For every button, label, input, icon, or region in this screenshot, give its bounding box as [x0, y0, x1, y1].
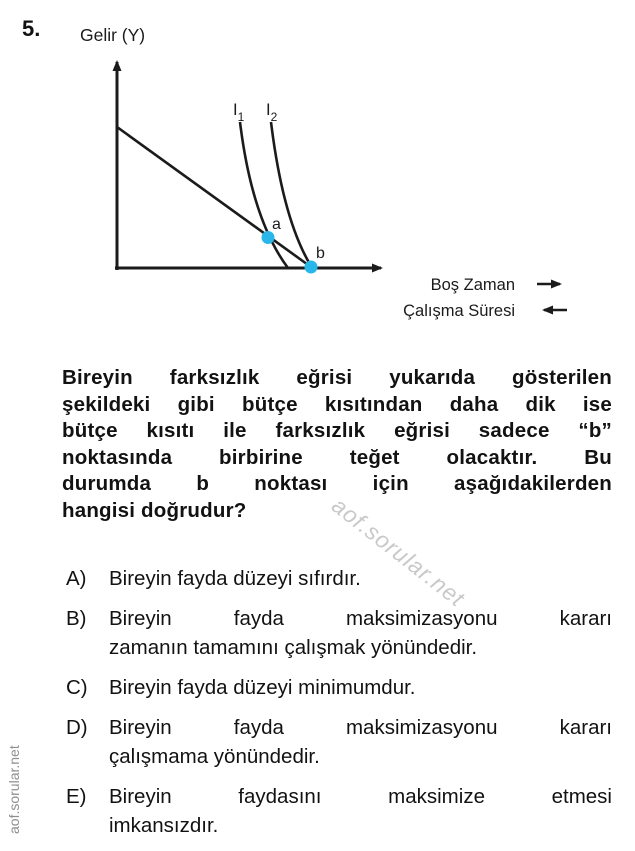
option-line: Bireyin fayda düzeyi sıfırdır.: [109, 567, 361, 590]
option-e-text: [109, 782, 612, 840]
option-a: [66, 564, 612, 593]
watermark-diagonal: aof.sorular.net: [326, 492, 471, 612]
option-b-text: [109, 604, 612, 662]
option-b-letter: B): [66, 607, 87, 630]
option-a-letter: A): [66, 567, 87, 590]
budget-line: [117, 127, 311, 267]
option-line: imkansızdır.: [109, 814, 219, 837]
question-stem: [62, 365, 612, 524]
option-b: [66, 604, 612, 662]
question-line: bütçe kısıtı ile farksızlık eğrisi sadece “b”: [62, 419, 612, 442]
point-a-label: a: [272, 216, 281, 233]
indifference-curve-2: [271, 122, 311, 266]
x-axis-label-worktime: Çalışma Süresi: [403, 302, 515, 320]
option-c-text: [109, 673, 612, 702]
option-line: Bireyin fayda maksimizasyonu kararı: [109, 607, 612, 630]
question-line: hangisi doğrudur?: [62, 498, 247, 522]
question-line: noktasında birbirine teğet olacaktır. Bu: [62, 445, 612, 469]
y-axis-label: Gelir (Y): [80, 25, 146, 45]
option-e: [66, 782, 612, 840]
curve-2-label: $I_2$: [266, 101, 278, 124]
option-d-text: [109, 713, 612, 771]
option-line: Bireyin fayda düzeyi minimumdur.: [109, 676, 416, 699]
option-line: Bireyin faydasını maksimize etmesi: [109, 785, 612, 808]
option-c: [66, 673, 612, 702]
question-line: şekildeki gibi bütçe kısıtından daha dik ise: [62, 392, 612, 416]
x-axis-label-leisure: Boş Zaman: [430, 276, 515, 294]
watermark-side: aof.sorular.net: [6, 745, 22, 834]
curve-1-label: $I_1$: [233, 101, 245, 124]
option-c-letter: C): [66, 676, 88, 699]
point-b-dot: [305, 261, 318, 274]
option-line: Bireyin fayda maksimizasyonu kararı: [109, 716, 612, 739]
option-d: [66, 713, 612, 771]
option-line: zamanın tamamını çalışmak yönündedir.: [109, 636, 478, 659]
question-number: 5.: [22, 16, 41, 41]
economics-figure: [0, 0, 635, 345]
option-d-letter: D): [66, 716, 88, 739]
option-a-text: [109, 564, 612, 593]
option-line: çalışmama yönündedir.: [109, 745, 320, 768]
point-b-label: b: [316, 245, 325, 262]
options-list: [66, 564, 612, 851]
question-line: durumda b noktası için aşağıdakilerden: [62, 472, 612, 495]
option-e-letter: E): [66, 785, 87, 808]
question-line: Bireyin farksızlık eğrisi yukarıda gösterilen: [62, 366, 612, 389]
